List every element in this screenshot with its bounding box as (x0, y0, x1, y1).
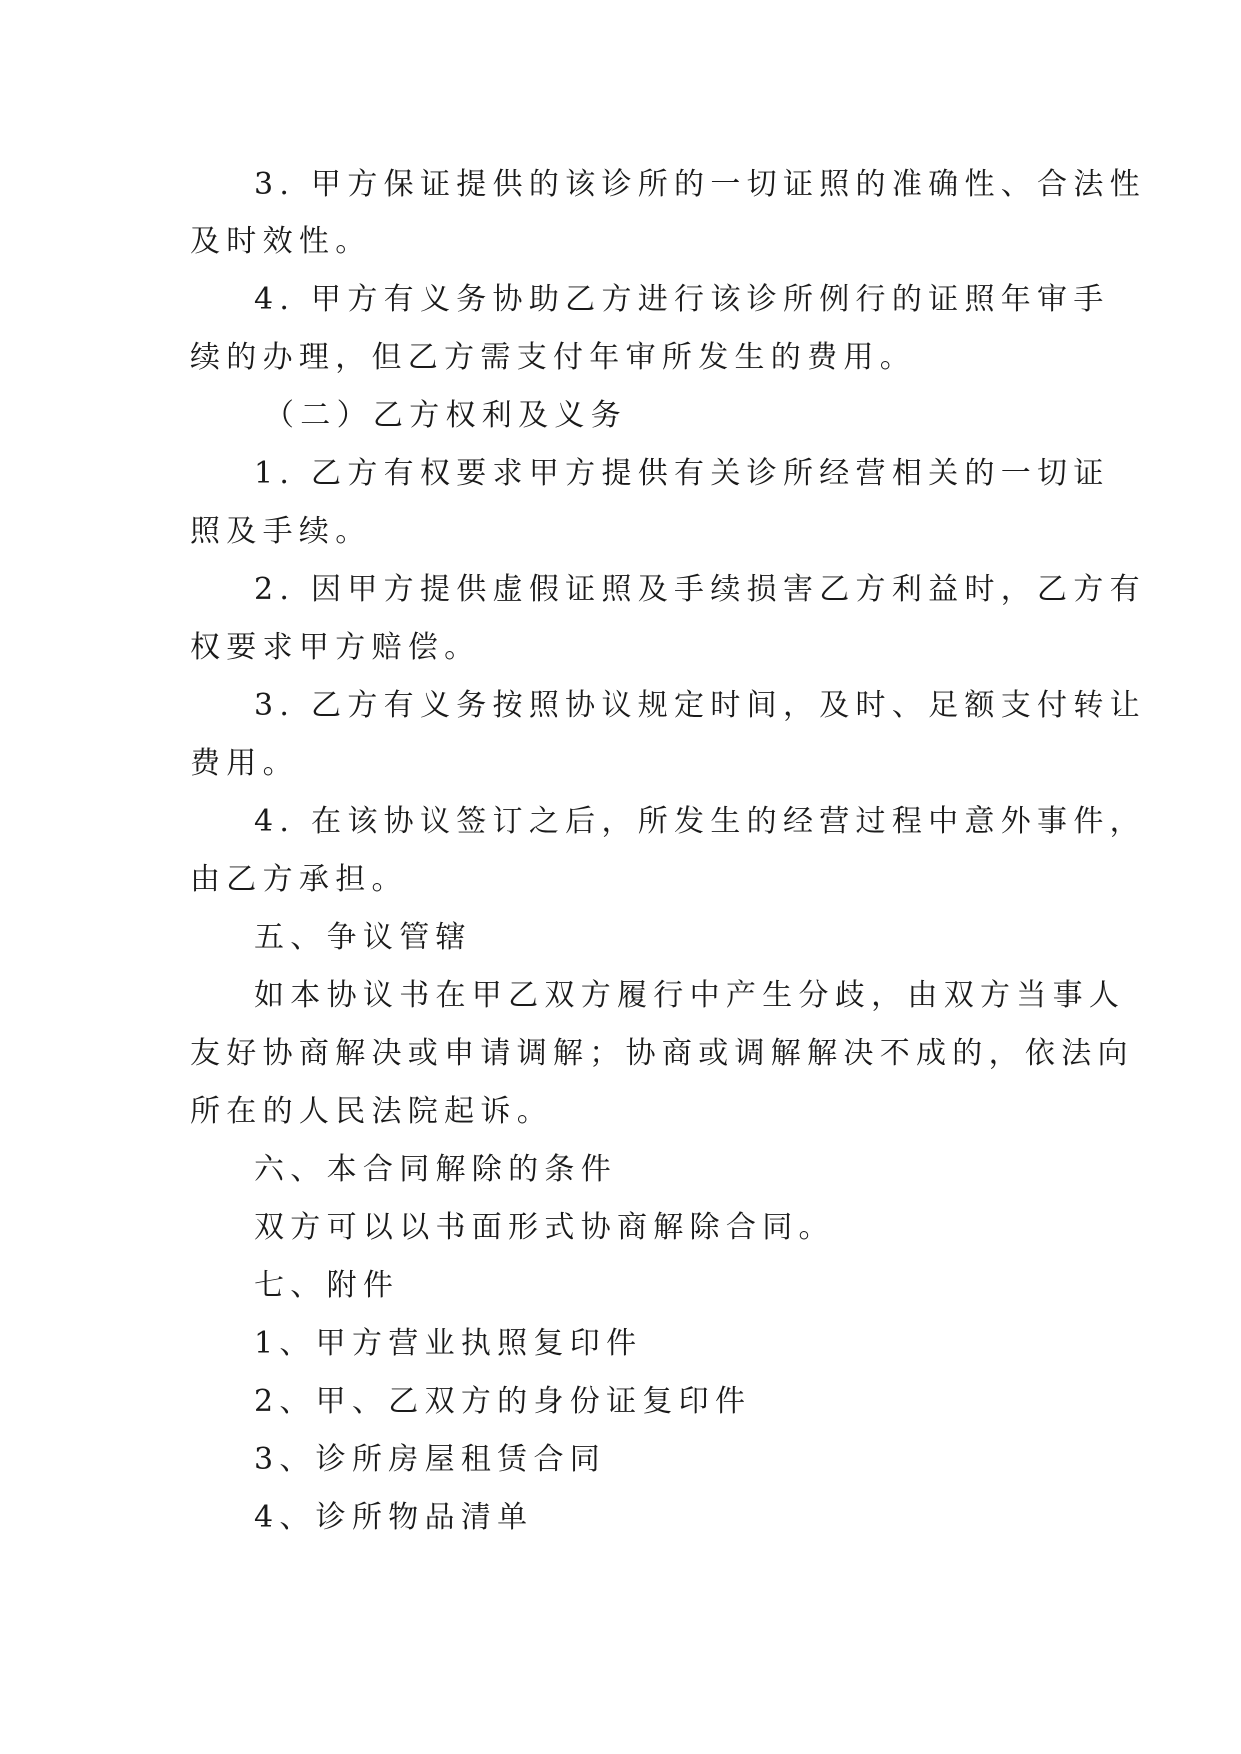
clause-4-line-2: 续的办理，但乙方需支付年审所发生的费用。 (190, 340, 916, 375)
section-heading-termination: 六、本合同解除的条件 (254, 1152, 617, 1187)
section-heading-dispute: 五、争议管辖 (254, 920, 472, 955)
party-b-clause-3-line-1: 3. 乙方有义务按照协议规定时间，及时、足额支付转让 (254, 688, 1146, 723)
party-b-clause-1-line-2: 照及手续。 (190, 514, 372, 549)
clause-3-line-2: 及时效性。 (190, 224, 372, 259)
document-page (190, 0, 1146, 1754)
section-heading-attachments: 七、附件 (254, 1268, 400, 1303)
dispute-text-line-1: 如本协议书在甲乙双方履行中产生分歧，由双方当事人 (254, 978, 1126, 1013)
section-heading-party-b-rights: （二）乙方权利及义务 (264, 398, 627, 433)
party-b-clause-3-line-2: 费用。 (190, 746, 299, 781)
attachment-item-3: 3、诊所房屋租赁合同 (254, 1442, 607, 1477)
party-b-clause-4-line-1: 4. 在该协议签订之后，所发生的经营过程中意外事件， (254, 804, 1146, 839)
attachment-item-1: 1、甲方营业执照复印件 (254, 1326, 643, 1361)
party-b-clause-2-line-1: 2. 因甲方提供虚假证照及手续损害乙方利益时，乙方有 (254, 572, 1146, 607)
party-b-clause-4-line-2: 由乙方承担。 (190, 862, 408, 897)
attachment-item-4: 4、诊所物品清单 (254, 1500, 534, 1535)
clause-3-line-1: 3. 甲方保证提供的该诊所的一切证照的准确性、合法性 (254, 167, 1146, 202)
attachment-item-2: 2、甲、乙双方的身份证复印件 (254, 1384, 752, 1419)
party-b-clause-2-line-2: 权要求甲方赔偿。 (190, 630, 481, 665)
dispute-text-line-2: 友好协商解决或申请调解；协商或调解解决不成的，依法向 (190, 1036, 1134, 1071)
termination-text: 双方可以以书面形式协商解除合同。 (254, 1210, 835, 1245)
dispute-text-line-3: 所在的人民法院起诉。 (190, 1094, 553, 1129)
clause-4-line-1: 4. 甲方有义务协助乙方进行该诊所例行的证照年审手 (254, 282, 1110, 317)
party-b-clause-1-line-1: 1. 乙方有权要求甲方提供有关诊所经营相关的一切证 (254, 456, 1110, 491)
